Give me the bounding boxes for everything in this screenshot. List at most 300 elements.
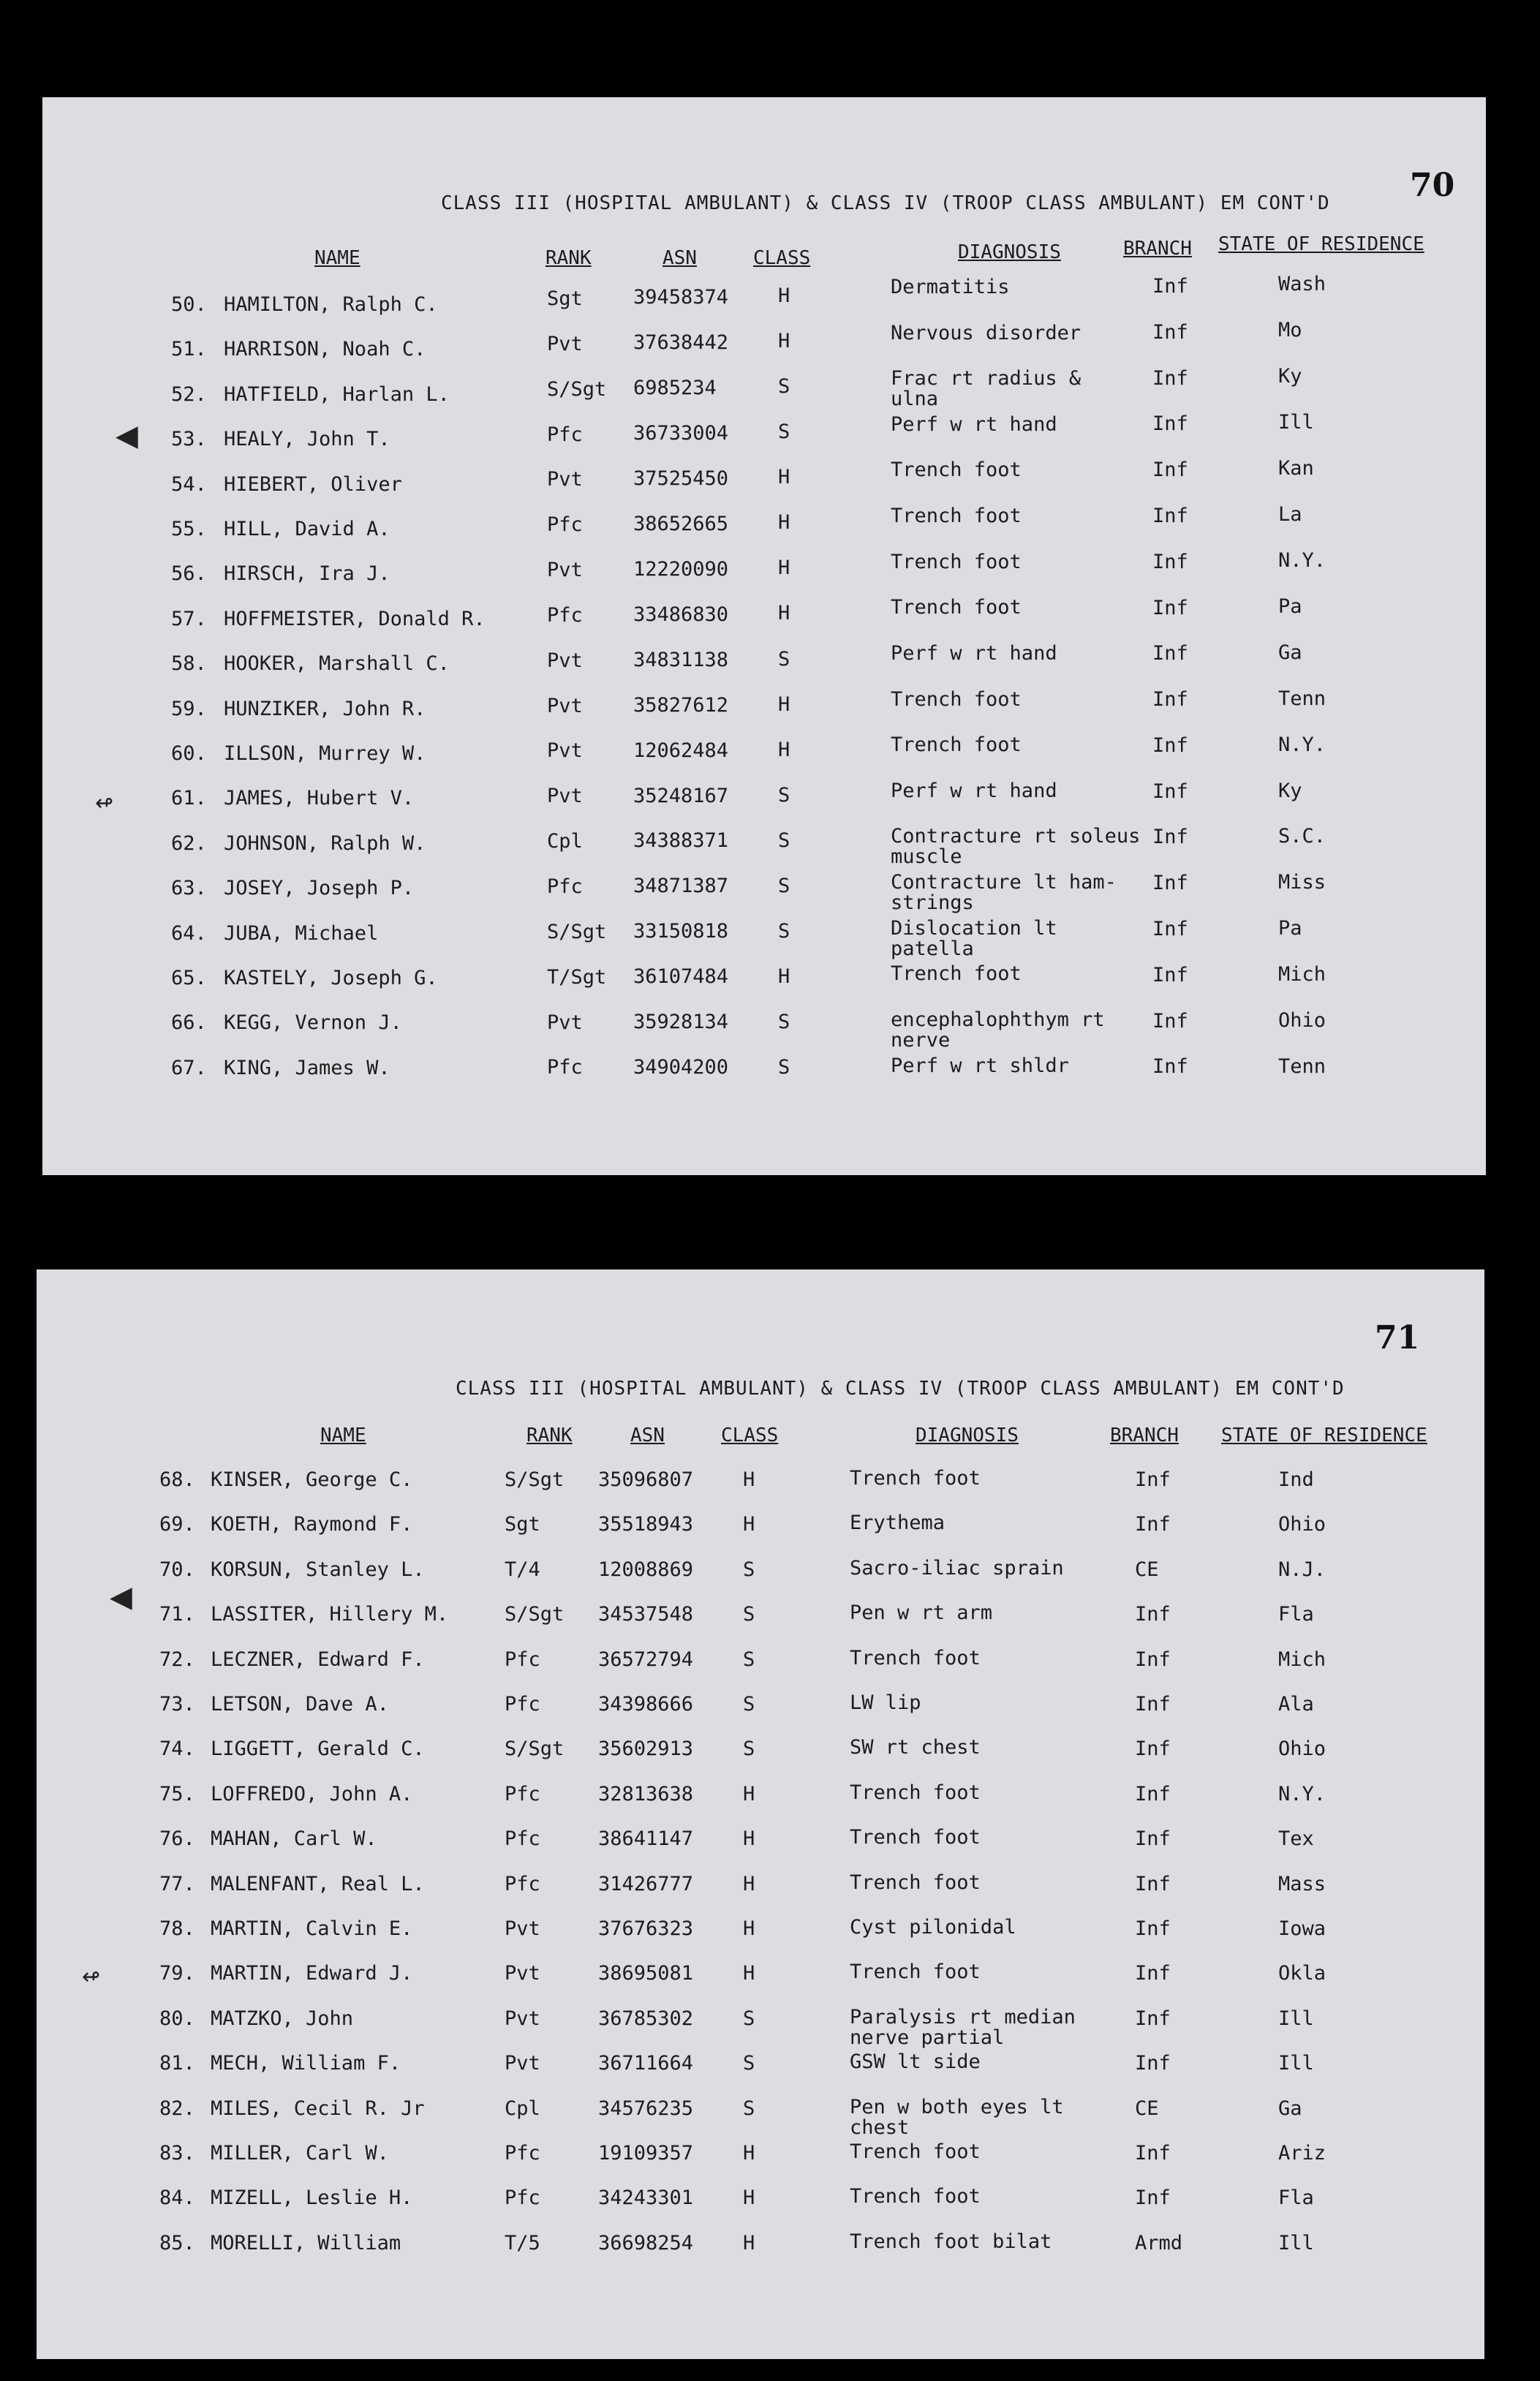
- cell-state: Pa: [1278, 917, 1302, 940]
- cell-branch: Inf: [1152, 688, 1188, 712]
- table-row: [42, 779, 1486, 831]
- cell-num: 68.: [159, 1468, 195, 1491]
- cell-num: 58.: [171, 652, 207, 676]
- cell-rank: Pfc: [547, 423, 583, 446]
- cell-num: 59.: [171, 697, 207, 720]
- cell-state: Kan: [1278, 456, 1314, 480]
- table-row: [37, 1737, 1484, 1781]
- table-row: [37, 2186, 1484, 2230]
- cell-asn: 35827612: [633, 693, 729, 717]
- cell-asn: 39458374: [633, 286, 729, 309]
- cell-state: Ala: [1278, 1693, 1314, 1716]
- table-row: [42, 318, 1486, 382]
- cell-name: MAHAN, Carl W.: [211, 1827, 377, 1851]
- cell-rank: S/Sgt: [505, 1468, 565, 1491]
- cell-rank: Pvt: [547, 332, 583, 355]
- cell-rank: Pvt: [505, 2052, 540, 2075]
- cell-state: Ill: [1278, 2052, 1314, 2075]
- cell-class: S: [778, 647, 790, 671]
- cell-rank: Pfc: [547, 1056, 583, 1079]
- cell-rank: Pvt: [505, 1917, 540, 1940]
- cell-diagnosis: Trench foot: [850, 1467, 981, 1490]
- cell-branch: Inf: [1152, 872, 1188, 895]
- cell-class: S: [778, 375, 790, 399]
- cell-name: MILES, Cecil R. Jr: [211, 2097, 425, 2120]
- cell-asn: 36733004: [633, 421, 729, 445]
- cell-asn: 34398666: [598, 1693, 694, 1716]
- cell-rank: Pfc: [505, 2186, 540, 2210]
- column-header-name: NAME: [320, 1425, 366, 1446]
- cell-diagnosis: Trench foot: [850, 1826, 981, 1849]
- column-header-class: CLASS: [753, 247, 811, 269]
- cell-state: N.Y.: [1278, 548, 1326, 572]
- cell-name: LECZNER, Edward F.: [211, 1648, 425, 1671]
- cell-num: 67.: [171, 1056, 207, 1079]
- cell-rank: Pvt: [547, 739, 583, 763]
- cell-name: LASSITER, Hillery M.: [211, 1603, 449, 1626]
- cell-asn: 34904200: [633, 1056, 729, 1079]
- cell-class: S: [778, 919, 790, 943]
- table-row: [42, 502, 1486, 562]
- cell-state: Miss: [1278, 871, 1326, 894]
- cell-rank: Pvt: [547, 785, 583, 808]
- column-header-class: CLASS: [721, 1425, 779, 1446]
- column-header-asn: ASN: [630, 1425, 665, 1446]
- cell-name: KOETH, Raymond F.: [211, 1513, 413, 1536]
- cell-asn: 34388371: [633, 829, 729, 853]
- cell-diagnosis: LW lip: [850, 1691, 921, 1714]
- cell-name: MILLER, Carl W.: [211, 2142, 389, 2165]
- cell-diagnosis: Trench foot: [891, 505, 1022, 528]
- cell-branch: Inf: [1135, 1648, 1171, 1671]
- cell-num: 64.: [171, 921, 207, 945]
- cell-diagnosis: Trench foot: [850, 2140, 981, 2163]
- cell-name: MIZELL, Leslie H.: [211, 2186, 413, 2210]
- cell-name: JOSEY, Joseph P.: [224, 877, 415, 900]
- cell-asn: 36698254: [598, 2231, 694, 2254]
- cell-branch: Inf: [1152, 550, 1188, 573]
- cell-asn: 33150818: [633, 920, 729, 943]
- table-row: [37, 1558, 1484, 1602]
- cell-asn: 32813638: [598, 1782, 694, 1805]
- column-header-state: STATE OF RESIDENCE: [1221, 1425, 1427, 1446]
- table-row: [42, 1008, 1486, 1055]
- cell-asn: 12062484: [633, 739, 729, 762]
- cell-diagnosis: SW rt chest: [850, 1736, 981, 1759]
- cell-branch: Inf: [1135, 1468, 1171, 1491]
- cell-diagnosis: Cyst pilonidal: [850, 1916, 1016, 1939]
- cell-class: H: [743, 1468, 755, 1491]
- cell-branch: Inf: [1135, 1603, 1171, 1626]
- cell-num: 69.: [159, 1513, 195, 1536]
- column-header-asn: ASN: [663, 247, 697, 269]
- cell-branch: Inf: [1152, 918, 1188, 941]
- cell-state: Mich: [1278, 1648, 1326, 1671]
- cell-asn: 12220090: [633, 557, 729, 581]
- cell-state: Tenn: [1278, 1055, 1326, 1079]
- cell-name: MALENFANT, Real L.: [211, 1872, 425, 1895]
- cell-asn: 36107484: [633, 965, 729, 989]
- cell-name: LIGGETT, Gerald C.: [211, 1737, 425, 1761]
- column-header-name: NAME: [314, 247, 361, 269]
- cell-branch: Inf: [1135, 1737, 1171, 1761]
- cell-diagnosis: Trench foot: [891, 687, 1022, 711]
- cell-name: HARRISON, Noah C.: [224, 338, 426, 361]
- cell-state: Ariz: [1278, 2142, 1326, 2165]
- column-header-diagnosis: DIAGNOSIS: [958, 241, 1061, 263]
- cell-name: MORELLI, William: [211, 2231, 401, 2254]
- cell-state: Tex: [1278, 1827, 1314, 1851]
- table-row: [37, 1917, 1484, 1961]
- cell-branch: Inf: [1135, 2052, 1171, 2075]
- cell-name: KINSER, George C.: [211, 1468, 413, 1491]
- cell-asn: 38695081: [598, 1962, 694, 1985]
- cell-state: Ky: [1278, 779, 1302, 802]
- cell-class: H: [778, 693, 790, 716]
- cell-name: LOFFREDO, John A.: [211, 1782, 413, 1805]
- cell-state: Ga: [1278, 641, 1302, 664]
- cell-num: 82.: [159, 2097, 195, 2120]
- cell-branch: Inf: [1152, 1055, 1188, 1079]
- cell-class: H: [778, 284, 790, 307]
- cell-class: H: [778, 466, 790, 489]
- cell-name: HEALY, John T.: [224, 428, 390, 451]
- table-row: [37, 2142, 1484, 2186]
- column-header-branch: BRANCH: [1110, 1425, 1179, 1446]
- cell-asn: 35602913: [598, 1737, 694, 1761]
- cell-asn: 36711664: [598, 2052, 694, 2075]
- cell-state: N.J.: [1278, 1558, 1326, 1581]
- table-row: [37, 1962, 1484, 2006]
- cell-diagnosis: Trench foot: [850, 1871, 981, 1894]
- cell-name: JAMES, Hubert V.: [224, 787, 415, 810]
- cell-num: 54.: [171, 472, 207, 496]
- table-row: [37, 1603, 1484, 1647]
- cell-state: Mass: [1278, 1872, 1326, 1895]
- table-row: [42, 733, 1486, 786]
- cell-state: Ohio: [1278, 1513, 1326, 1536]
- cell-name: HATFIELD, Harlan L.: [224, 382, 450, 406]
- cell-diagnosis: Trench foot: [891, 550, 1022, 573]
- cell-branch: Inf: [1152, 412, 1188, 436]
- cell-state: Ky: [1278, 364, 1302, 388]
- cell-rank: S/Sgt: [547, 920, 607, 943]
- cell-class: S: [778, 1011, 790, 1034]
- cell-asn: 37676323: [598, 1917, 694, 1940]
- cell-state: N.Y.: [1278, 733, 1326, 756]
- cell-diagnosis: Trench foot: [850, 2185, 981, 2208]
- table-row: [42, 871, 1486, 921]
- cell-rank: Pfc: [505, 1872, 540, 1895]
- table-row: [42, 410, 1486, 472]
- cell-state: Mo: [1278, 318, 1302, 342]
- cell-name: HOOKER, Marshall C.: [224, 652, 450, 676]
- cell-asn: 34831138: [633, 648, 729, 671]
- cell-class: H: [778, 330, 790, 353]
- cell-state: Ga: [1278, 2097, 1302, 2120]
- cell-diagnosis: Perf w rt hand: [891, 641, 1057, 665]
- cell-branch: Inf: [1152, 596, 1188, 619]
- cell-branch: Inf: [1152, 642, 1188, 665]
- cell-rank: Pvt: [505, 2007, 540, 2030]
- cell-class: S: [743, 2052, 755, 2075]
- cell-asn: 34243301: [598, 2186, 694, 2210]
- cell-name: KEGG, Vernon J.: [224, 1011, 402, 1035]
- cell-branch: Inf: [1135, 2007, 1171, 2030]
- document-page-71: [37, 1269, 1484, 2359]
- cell-rank: T/Sgt: [547, 965, 607, 989]
- cell-branch: Inf: [1152, 366, 1188, 390]
- cell-class: S: [743, 1648, 755, 1671]
- cell-num: 56.: [171, 562, 207, 586]
- cell-rank: Pvt: [547, 468, 583, 491]
- cell-class: S: [778, 829, 790, 852]
- cell-num: 80.: [159, 2007, 195, 2030]
- cell-num: 85.: [159, 2231, 195, 2254]
- cell-rank: Pfc: [505, 2142, 540, 2165]
- table-row: [42, 916, 1486, 966]
- cell-num: 75.: [159, 1782, 195, 1805]
- cell-rank: Pvt: [505, 1962, 540, 1985]
- cell-class: S: [743, 2007, 755, 2030]
- cell-rank: T/5: [505, 2231, 540, 2254]
- cell-class: S: [778, 420, 790, 444]
- cell-branch: CE: [1135, 2097, 1159, 2120]
- table-row: [42, 641, 1486, 696]
- cell-state: Ohio: [1278, 1737, 1326, 1761]
- cell-state: Ind: [1278, 1468, 1314, 1491]
- cell-rank: Cpl: [505, 2097, 540, 2120]
- cell-name: HOFFMEISTER, Donald R.: [224, 607, 486, 630]
- page-number: 71: [1375, 1319, 1420, 1356]
- cell-name: LETSON, Dave A.: [211, 1693, 389, 1716]
- cell-diagnosis: Sacro-iliac sprain: [850, 1556, 1064, 1580]
- cell-branch: Inf: [1135, 1962, 1171, 1985]
- cell-num: 60.: [171, 742, 207, 765]
- page-heading: CLASS III (HOSPITAL AMBULANT) & CLASS IV (TROOP CLASS AMBULANT) EM CONT'D: [441, 192, 1330, 214]
- cell-diagnosis: encephalophthym rt nerve: [891, 1008, 1105, 1052]
- cell-branch: Inf: [1135, 1872, 1171, 1895]
- cell-num: 62.: [171, 831, 207, 855]
- cell-state: Iowa: [1278, 1917, 1326, 1940]
- cell-asn: 34871387: [633, 875, 729, 898]
- cell-class: S: [778, 874, 790, 897]
- cell-num: 55.: [171, 518, 207, 540]
- cell-branch: Inf: [1152, 275, 1188, 298]
- cell-branch: Inf: [1135, 1917, 1171, 1940]
- cell-rank: S/Sgt: [505, 1737, 565, 1761]
- cell-asn: 35096807: [598, 1468, 694, 1491]
- cell-num: 74.: [159, 1737, 195, 1761]
- cell-rank: Pvt: [547, 559, 583, 582]
- cell-num: 78.: [159, 1917, 195, 1940]
- cell-branch: Inf: [1152, 780, 1188, 803]
- page-heading: CLASS III (HOSPITAL AMBULANT) & CLASS IV (TROOP CLASS AMBULANT) EM CONT'D: [456, 1378, 1345, 1400]
- cell-num: 77.: [159, 1872, 195, 1895]
- cell-num: 76.: [159, 1827, 195, 1851]
- cell-name: KORSUN, Stanley L.: [211, 1558, 425, 1581]
- cell-diagnosis: Trench foot: [891, 596, 1022, 619]
- cell-class: H: [778, 511, 790, 535]
- cell-class: H: [743, 1513, 755, 1536]
- cell-num: 51.: [171, 338, 207, 361]
- cell-branch: Inf: [1152, 826, 1188, 849]
- cell-rank: S/Sgt: [505, 1603, 565, 1626]
- cell-class: H: [743, 1917, 755, 1940]
- cell-state: Ohio: [1278, 1009, 1326, 1033]
- cell-asn: 34576235: [598, 2097, 694, 2120]
- cell-state: La: [1278, 502, 1302, 526]
- cell-name: JUBA, Michael: [224, 921, 379, 945]
- margin-tick-mark: ↫: [82, 1964, 101, 1990]
- cell-class: H: [778, 965, 790, 989]
- cell-state: Ill: [1278, 410, 1314, 434]
- cell-name: HAMILTON, Ralph C.: [224, 293, 438, 316]
- cell-name: MARTIN, Edward J.: [211, 1962, 413, 1985]
- cell-class: S: [743, 1603, 755, 1626]
- cell-diagnosis: Trench foot: [891, 459, 1022, 482]
- table-row: [42, 825, 1486, 876]
- cell-branch: Inf: [1152, 504, 1188, 527]
- table-row: [42, 273, 1486, 337]
- cell-diagnosis: Frac rt radius & ulna: [891, 367, 1082, 411]
- cell-rank: Pfc: [505, 1648, 540, 1671]
- cell-state: Fla: [1278, 2186, 1314, 2210]
- cell-class: H: [743, 1827, 755, 1851]
- cell-num: 83.: [159, 2142, 195, 2165]
- cell-name: HIEBERT, Oliver: [224, 472, 402, 496]
- cell-diagnosis: Perf w rt hand: [891, 779, 1057, 802]
- cell-num: 52.: [171, 382, 207, 406]
- cell-name: MARTIN, Calvin E.: [211, 1917, 413, 1940]
- table-row: [42, 1054, 1486, 1101]
- cell-num: 84.: [159, 2186, 195, 2210]
- cell-rank: Pvt: [547, 649, 583, 672]
- cell-class: H: [743, 1872, 755, 1895]
- table-row: [42, 456, 1486, 517]
- cell-num: 63.: [171, 877, 207, 900]
- cell-asn: 33486830: [633, 603, 729, 626]
- cell-branch: Inf: [1152, 459, 1188, 482]
- cell-class: H: [743, 1962, 755, 1985]
- cell-class: H: [743, 2142, 755, 2165]
- column-header-diagnosis: DIAGNOSIS: [916, 1425, 1019, 1446]
- cell-name: ILLSON, Murrey W.: [224, 742, 426, 765]
- cell-rank: Sgt: [547, 287, 583, 310]
- cell-class: H: [778, 738, 790, 761]
- cell-num: 65.: [171, 967, 207, 989]
- margin-tick-mark: ↫: [95, 790, 114, 816]
- cell-num: 72.: [159, 1648, 195, 1671]
- table-row: [37, 1648, 1484, 1692]
- cell-asn: 12008869: [598, 1558, 694, 1581]
- cell-asn: 36572794: [598, 1648, 694, 1671]
- cell-diagnosis: Trench foot: [891, 733, 1022, 757]
- cell-state: Fla: [1278, 1603, 1314, 1626]
- cell-diagnosis: Pen w both eyes lt chest: [850, 2095, 1064, 2139]
- cell-state: Mich: [1278, 963, 1326, 986]
- cell-rank: Pvt: [547, 694, 583, 717]
- table-row: [42, 962, 1486, 1011]
- table-row: [37, 1783, 1484, 1827]
- cell-name: MECH, William F.: [211, 2052, 401, 2075]
- cell-name: KASTELY, Joseph G.: [224, 967, 438, 989]
- cell-name: MATZKO, John: [211, 2007, 354, 2030]
- table-row: [37, 2007, 1484, 2051]
- cell-branch: Armd: [1135, 2231, 1183, 2254]
- cell-state: Okla: [1278, 1962, 1326, 1985]
- margin-arrow-mark: ◀: [116, 419, 138, 453]
- cell-branch: Inf: [1152, 1009, 1188, 1033]
- column-header-rank: RANK: [546, 247, 592, 269]
- cell-name: JOHNSON, Ralph W.: [224, 831, 426, 855]
- cell-rank: Sgt: [505, 1513, 540, 1536]
- cell-asn: 37638442: [633, 331, 729, 354]
- cell-num: 57.: [171, 607, 207, 630]
- table-row: [42, 687, 1486, 742]
- table-row: [42, 364, 1486, 427]
- cell-asn: 34537548: [598, 1603, 694, 1626]
- cell-diagnosis: Nervous disorder: [891, 321, 1082, 344]
- margin-arrow-mark: ◀: [110, 1580, 132, 1614]
- cell-rank: Pfc: [505, 1782, 540, 1805]
- cell-branch: Inf: [1152, 733, 1188, 757]
- cell-branch: CE: [1135, 1558, 1159, 1581]
- cell-num: 53.: [171, 428, 207, 451]
- cell-diagnosis: GSW lt side: [850, 2050, 981, 2074]
- cell-class: S: [743, 2097, 755, 2120]
- cell-asn: 38652665: [633, 512, 729, 535]
- cell-branch: Inf: [1152, 963, 1188, 986]
- cell-class: S: [743, 1737, 755, 1761]
- cell-diagnosis: Trench foot: [850, 1646, 981, 1669]
- cell-rank: Pfc: [547, 875, 583, 898]
- cell-branch: Inf: [1152, 320, 1188, 344]
- cell-diagnosis: Trench foot bilat: [850, 2230, 1052, 2253]
- cell-name: HUNZIKER, John R.: [224, 697, 426, 720]
- cell-diagnosis: Erythema: [850, 1512, 945, 1535]
- cell-diagnosis: Trench foot: [850, 1781, 981, 1804]
- column-header-branch: BRANCH: [1123, 238, 1192, 260]
- cell-num: 61.: [171, 787, 207, 810]
- cell-asn: 31426777: [598, 1872, 694, 1895]
- cell-class: H: [743, 2231, 755, 2254]
- cell-num: 79.: [159, 1962, 195, 1985]
- cell-class: H: [778, 556, 790, 580]
- table-row: [37, 1873, 1484, 1917]
- column-header-state: STATE OF RESIDENCE: [1218, 233, 1424, 255]
- cell-name: KING, James W.: [224, 1056, 390, 1079]
- cell-asn: 35928134: [633, 1011, 729, 1034]
- cell-name: HILL, David A.: [224, 518, 390, 540]
- page-number: 70: [1410, 167, 1455, 204]
- cell-diagnosis: Contracture lt ham- strings: [891, 871, 1117, 915]
- cell-asn: 19109357: [598, 2142, 694, 2165]
- cell-state: Tenn: [1278, 687, 1326, 710]
- cell-branch: Inf: [1135, 1782, 1171, 1805]
- cell-class: S: [743, 1693, 755, 1716]
- table-row: [37, 1513, 1484, 1557]
- cell-branch: Inf: [1135, 2142, 1171, 2165]
- cell-branch: Inf: [1135, 1693, 1171, 1716]
- cell-diagnosis: Pen w rt arm: [850, 1601, 993, 1625]
- cell-class: S: [778, 783, 790, 807]
- cell-rank: Pfc: [547, 513, 583, 537]
- table-row: [37, 2232, 1484, 2276]
- cell-num: 81.: [159, 2052, 195, 2075]
- cell-state: Ill: [1278, 2007, 1314, 2030]
- cell-branch: Inf: [1135, 1513, 1171, 1536]
